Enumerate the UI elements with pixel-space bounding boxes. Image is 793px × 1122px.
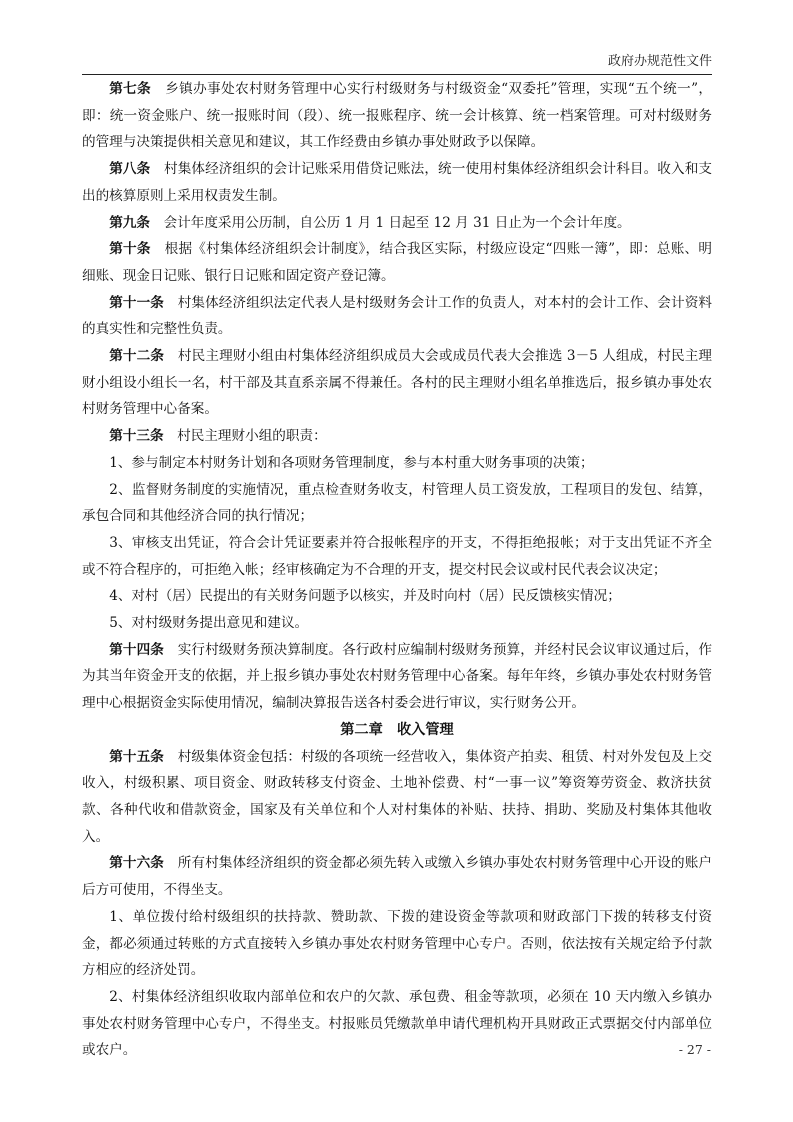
duty-item: 3、审核支出凭证，符合会计凭证要素并符合报帐程序的开支，不得拒绝报帐；对于支出凭证不齐全或不符合程序的，可拒绝入帐；经审核确定为不合理的开支，提交村民会议或村民代表会议决定； [82,534,712,578]
article-14: 第十四条 实行村级财务预决算制度。各行政村应编制村级财务预算，并经村民会议审议通过后，作为其当年资金开支的依据，并上报乡镇办事处农村财务管理中心备案。每年年终，乡镇办事处农村财务管理中心根据资金实际使用情况，编制决算报告送各村委会进行审议，实行财务公开。 [82,641,712,712]
page-number: - 27 - [678,1042,711,1057]
document-type-label: 政府办规范性文件 [607,54,712,69]
article-7: 第七条 乡镇办事处农村财务管理中心实行村级财务与村级资金“双委托”管理，实现“五个统一”，即：统一资金账户、统一报账时间（段）、统一报账程序、统一会计核算、统一档案管理。可对村级财务的管理与决策提供相关意见和建议，其工作经费由乡镇办事处财政予以保障。 [82,81,713,151]
article-16-item: 1、单位拨付给村级组织的扶持款、赞助款、下拨的建设资金等款项和财政部门下拨的转移支付资金，都必须通过转账的方式直接转入乡镇办事处农村财务管理中心专户。否则，依法按有关规定给予付款方相应的经济处罚。 [82,908,712,979]
duty-item: 2、监督财务制度的实施情况，重点检查财务收支，村管理人员工资发放，工程项目的发包、结算，承包合同和其他经济合同的执行情况； [82,481,712,525]
page-header [82,50,712,75]
article-16: 第十六条 所有村集体经济组织的资金都必须先转入或缴入乡镇办事处农村财务管理中心开设的账户后方可使用，不得坐支。 [82,855,712,899]
article-9: 第九条 会计年度采用公历制，自公历 1 月 1 日起至 12 月 31 日止为一个会计年度。 [109,214,631,231]
chapter-heading: 第二章 收入管理 [340,721,454,738]
article-13: 第十三条 村民主理财小组的职责： [109,428,327,445]
duty-item: 5、对村级财务提出意见和建议。 [109,615,309,632]
article-11: 第十一条 村集体经济组织法定代表人是村级财务会计工作的负责人，对本村的会计工作、会计资料的真实性和完整性负责。 [82,294,712,338]
document-body [82,76,712,1064]
article-15: 第十五条 村级集体资金包括：村级的各项统一经营收入，集体资产拍卖、租赁、村对外发包及上交收入，村级积累、项目资金、财政转移支付资金、土地补偿费、村“一事一议”筹资筹劳资金、救济扶贫款、各种代收和借款资金，国家及有关单位和个人对村集体的补贴、扶持、捐助、奖励及村集体其他收入。 [82,748,712,845]
article-12: 第十二条 村民主理财小组由村集体经济组织成员大会或成员代表大会推选 3－5 人组成，村民主理财小组设小组长一名，村干部及其直系亲属不得兼任。各村的民主理财小组名单推选后，报乡镇办事处农村财务管理中心备案。 [82,348,713,418]
article-16-item: 2、村集体经济组织收取内部单位和农户的欠款、承包费、租金等款项，必须在 10 天内缴入乡镇办事处农村财务管理中心专户，不得坐支。村报账员凭缴款单申请代理机构开具财政正式票据交付内部单位或农户。 [82,988,712,1059]
article-8: 第八条 村集体经济组织的会计记账采用借贷记账法，统一使用村集体经济组织会计科目。收入和支出的核算原则上采用权责发生制。 [82,161,712,204]
article-10: 第十条 根据《村集体经济组织会计制度》，结合我区实际，村级应设定“四账一簿”，即：总账、明细账、现金日记账、银行日记账和固定资产登记簿。 [82,241,713,284]
duty-item: 4、对村（居）民提出的有关财务问题予以核实，并及时向村（居）民反馈核实情况； [109,588,621,605]
duty-item: 1、参与制定本村财务计划和各项财务管理制度，参与本村重大财务事项的决策； [109,454,594,471]
